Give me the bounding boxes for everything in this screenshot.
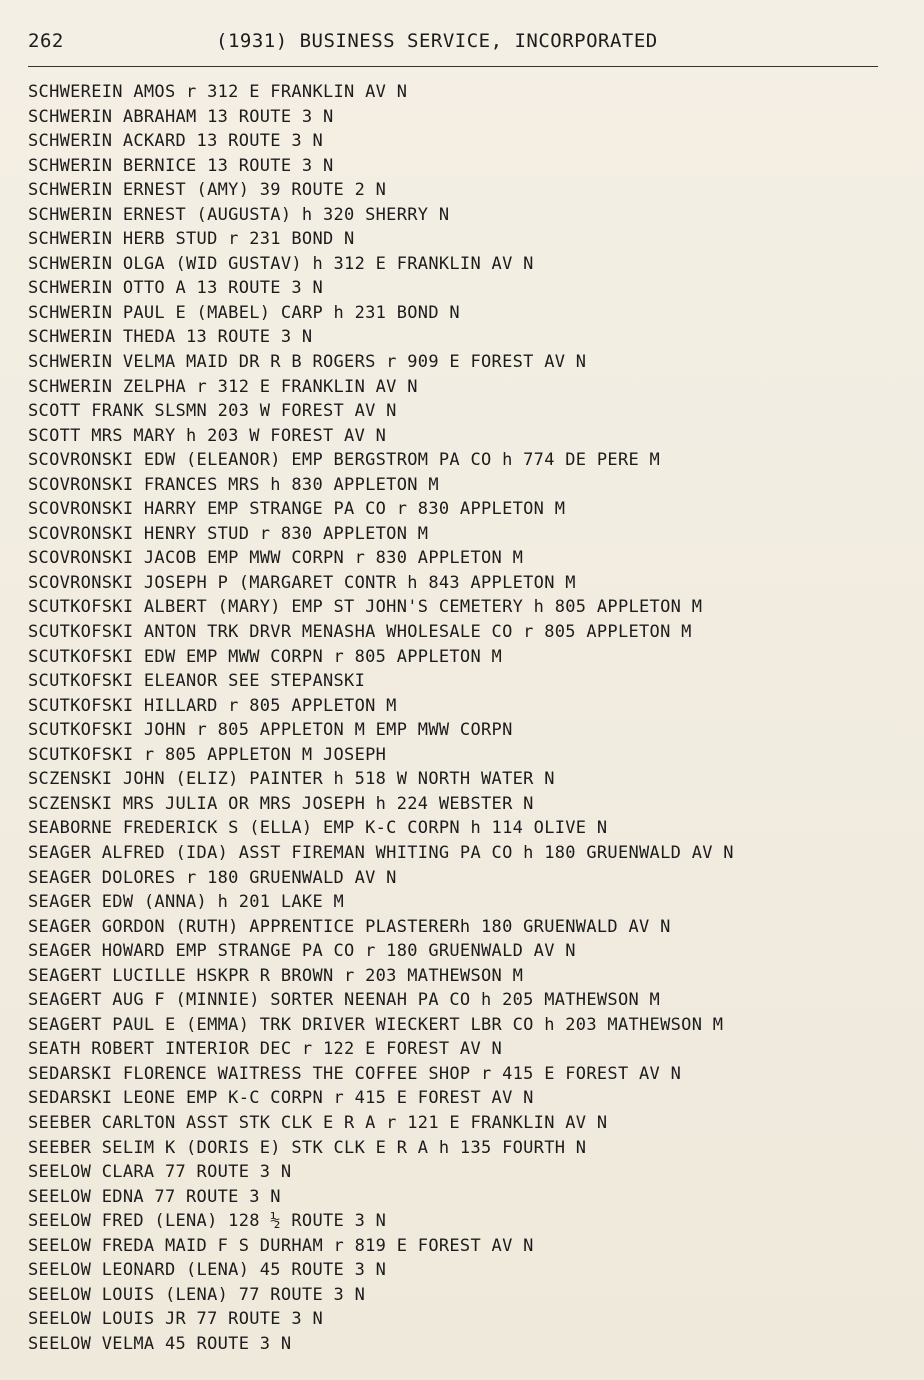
directory-entry: SEDARSKI LEONE EMP K-C CORPN r 415 E FOREST AV N [28,1088,534,1109]
directory-entry: SEAGER HOWARD EMP STRANGE PA CO r 180 GRUENWALD AV N [28,941,576,962]
directory-entry: SEELOW FREDA MAID F S DURHAM r 819 E FOREST AV N [28,1235,534,1256]
directory-entry: SCOVRONSKI EDW (ELEANOR) EMP BERGSTROM PA CO h 774 DE PERE M [28,450,661,471]
directory-entry: SCOVRONSKI JACOB EMP MWW CORPN r 830 APPLETON M [28,548,524,569]
directory-entry: SCOTT FRANK SLSMN 203 W FOREST AV N [28,401,397,422]
directory-entry: SCHWERIN ABRAHAM 13 ROUTE 3 N [28,106,334,127]
directory-entry: SEAGER DOLORES r 180 GRUENWALD AV N [28,867,397,888]
directory-entries [28,80,908,1356]
directory-entry: SCZENSKI MRS JULIA OR MRS JOSEPH h 224 WEBSTER N [28,793,534,814]
directory-entry: SCHWERIN HERB STUD r 231 BOND N [28,229,355,250]
directory-entry: SEELOW LOUIS (LENA) 77 ROUTE 3 N [28,1284,366,1305]
directory-entry: SCZENSKI JOHN (ELIZ) PAINTER h 518 W NORTH WATER N [28,769,555,790]
directory-entry: SCUTKOFSKI r 805 APPLETON M JOSEPH [28,744,387,765]
directory-entry: SEATH ROBERT INTERIOR DEC r 122 E FOREST AV N [28,1039,503,1060]
directory-entry: SCHWEREIN AMOS r 312 E FRANKLIN AV N [28,82,408,102]
header-rule [28,66,878,67]
directory-entry: SCOVRONSKI FRANCES MRS h 830 APPLETON M [28,474,439,495]
directory-entry: SEAGERT AUG F (MINNIE) SORTER NEENAH PA CO h 205 MATHEWSON M [28,990,661,1011]
directory-entry: SCHWERIN ACKARD 13 ROUTE 3 N [28,131,323,152]
page-header [28,30,888,60]
directory-entry: SEAGERT LUCILLE HSKPR R BROWN r 203 MATHEWSON M [28,965,524,986]
directory-entry: SCUTKOFSKI JOHN r 805 APPLETON M EMP MWW CORPN [28,720,513,741]
directory-entry: SCOVRONSKI HARRY EMP STRANGE PA CO r 830 APPLETON M [28,499,566,520]
directory-entry: SEELOW EDNA 77 ROUTE 3 N [28,1186,281,1207]
directory-entry: SCHWERIN PAUL E (MABEL) CARP h 231 BOND N [28,302,460,323]
directory-entry: SCHWERIN ZELPHA r 312 E FRANKLIN AV N [28,376,418,397]
directory-entry: SEABORNE FREDERICK S (ELLA) EMP K-C CORPN h 114 OLIVE N [28,818,608,839]
directory-entry: SCOTT MRS MARY h 203 W FOREST AV N [28,425,387,446]
directory-entry: SEEBER SELIM K (DORIS E) STK CLK E R A h 135 FOURTH N [28,1137,587,1158]
directory-entry: SEAGER ALFRED (IDA) ASST FIREMAN WHITING PA CO h 180 GRUENWALD AV N [28,842,734,863]
directory-entry: SEELOW CLARA 77 ROUTE 3 N [28,1162,292,1183]
directory-entry: SEAGER EDW (ANNA) h 201 LAKE M [28,892,345,913]
directory-entry: SCHWERIN OTTO A 13 ROUTE 3 N [28,278,323,299]
directory-entry: SCOVRONSKI HENRY STUD r 830 APPLETON M [28,523,429,544]
directory-entry: SCHWERIN THEDA 13 ROUTE 3 N [28,327,313,348]
directory-entry: SCUTKOFSKI ALBERT (MARY) EMP ST JOHN'S CEMETERY h 805 APPLETON M [28,597,703,618]
directory-entry: SCOVRONSKI JOSEPH P (MARGARET CONTR h 843 APPLETON M [28,572,576,593]
directory-entry: SEAGER GORDON (RUTH) APPRENTICE PLASTERERh 180 GRUENWALD AV N [28,916,671,937]
page-number: 262 [28,30,64,52]
directory-entry: SEDARSKI FLORENCE WAITRESS THE COFFEE SHOP r 415 E FOREST AV N [28,1063,682,1084]
directory-entry: SCHWERIN ERNEST (AUGUSTA) h 320 SHERRY N [28,204,450,225]
directory-entry: SCUTKOFSKI HILLARD r 805 APPLETON M [28,695,397,716]
directory-entry: SEELOW FRED (LENA) 128 ½ ROUTE 3 N [28,1211,387,1232]
directory-entry: SCUTKOFSKI ANTON TRK DRVR MENASHA WHOLESALE CO r 805 APPLETON M [28,622,692,643]
directory-entry: SEELOW LEONARD (LENA) 45 ROUTE 3 N [28,1260,387,1281]
running-title: (1931) BUSINESS SERVICE, INCORPORATED [216,30,658,52]
directory-entry: SCUTKOFSKI ELEANOR SEE STEPANSKI [28,671,366,692]
directory-entry: SEELOW VELMA 45 ROUTE 3 N [28,1333,292,1354]
directory-entry: SEELOW LOUIS JR 77 ROUTE 3 N [28,1309,323,1330]
directory-entry: SCHWERIN OLGA (WID GUSTAV) h 312 E FRANKLIN AV N [28,253,534,274]
directory-entry: SCHWERIN VELMA MAID DR R B ROGERS r 909 E FOREST AV N [28,352,587,373]
directory-entry: SEAGERT PAUL E (EMMA) TRK DRIVER WIECKERT LBR CO h 203 MATHEWSON M [28,1014,724,1035]
directory-entry: SEEBER CARLTON ASST STK CLK E R A r 121 E FRANKLIN AV N [28,1112,608,1133]
directory-entry: SCUTKOFSKI EDW EMP MWW CORPN r 805 APPLETON M [28,646,503,667]
directory-entry: SCHWERIN BERNICE 13 ROUTE 3 N [28,155,334,176]
directory-entry: SCHWERIN ERNEST (AMY) 39 ROUTE 2 N [28,180,387,201]
